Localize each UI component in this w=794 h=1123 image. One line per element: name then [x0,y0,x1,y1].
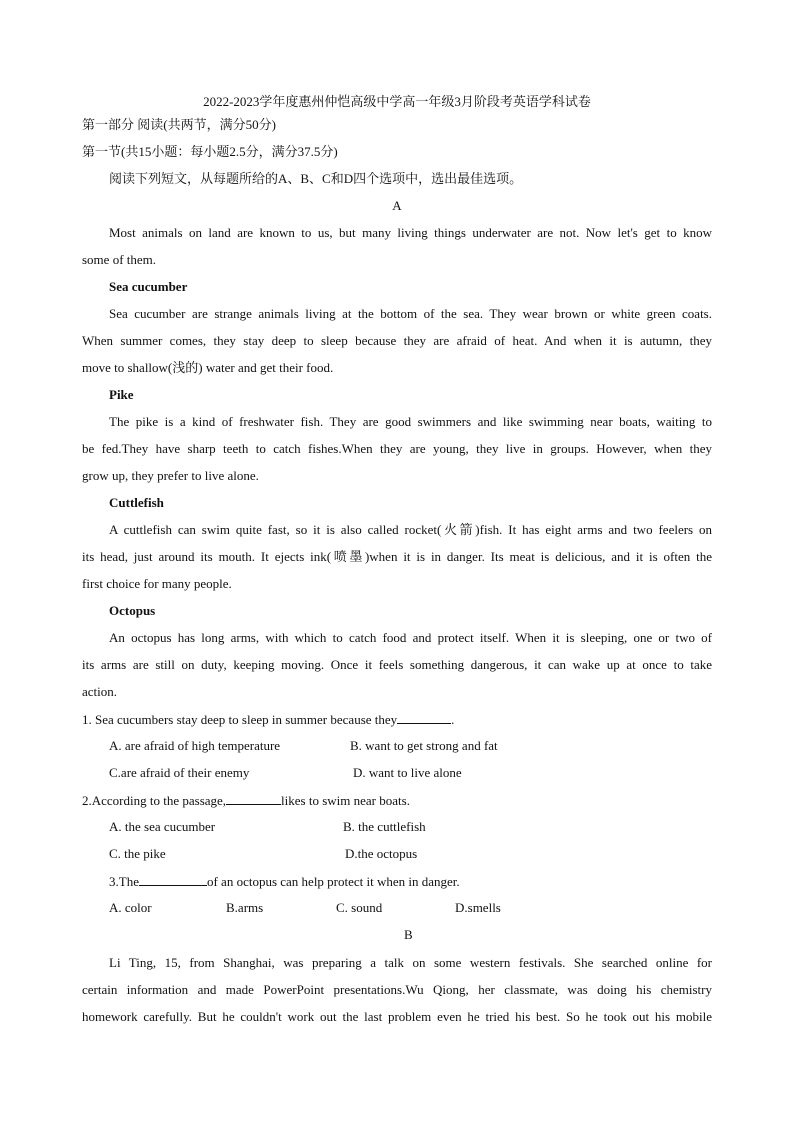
option-a: A. are afraid of high temperature [109,738,281,753]
answer-blank [226,792,281,805]
question-3-text: 3.The [109,874,139,889]
option-c: C. sound [336,900,383,915]
cuttlefish-line: A cuttlefish can swim quite fast, so it is also called rocket(火箭)fish. It has eight arms and two feelers on [109,522,712,537]
option-b: B. the cuttlefish [343,819,426,834]
cuttlefish-heading: Cuttlefish [109,495,164,510]
option-c: C.are afraid of their enemy [109,765,250,780]
octopus-line: An octopus has long arms, with which to catch food and protect itself. When it is sleeping, one or two of [109,630,712,645]
exam-title: 2022-2023学年度惠州仲恺高级中学高一年级3月阶段考英语学科试卷 [203,94,591,109]
question-3-end: of an octopus can help protect it when in danger. [206,874,460,889]
section-heading: 第一节(共15小题：每小题2.5分，满分37.5分) [82,144,338,159]
question-3-stem [109,873,460,890]
passage-a-intro-line: some of them. [82,252,157,267]
passage-a-label: A [392,198,402,213]
passage-b-label: B [404,927,413,942]
pike-line: be fed.They have sharp teeth to catch fishes.When they are young, they live in groups. However, when they [82,441,712,456]
instruction-text: 阅读下列短文，从每题所给的A、B、C和D四个选项中，选出最佳选项。 [109,171,523,186]
pike-line: The pike is a kind of freshwater fish. They are good swimmers and like swimming near boats, waiting to [109,414,712,429]
pike-line: grow up, they prefer to live alone. [82,468,259,483]
passage-b-line: Li Ting, 15, from Shanghai, was preparing a talk on some western festivals. She searched online for [109,955,712,970]
passage-b-line: certain information and made PowerPoint presentations.Wu Qiong, her classmate, was doing his chemistry [82,982,712,997]
option-b: B.arms [226,900,264,915]
cuttlefish-line: first choice for many people. [82,576,232,591]
question-1-text: 1. Sea cucumbers stay deep to sleep in summer because they [82,712,398,727]
octopus-line: action. [82,684,118,699]
passage-b-line: homework carefully. But he couldn't work out the last problem even he tried his best. So he took out his mobile [82,1009,712,1024]
question-1-stem [82,711,454,728]
question-1-end: . [451,712,455,727]
octopus-heading: Octopus [109,603,156,618]
octopus-line: its arms are still on duty, keeping moving. Once it feels something dangerous, it can wake up at once to take [82,657,712,672]
question-2-text: 2.According to the passage, [82,793,227,808]
answer-blank [397,711,451,724]
option-c: C. the pike [109,846,166,861]
part-heading: 第一部分 阅读(共两节，满分50分) [82,117,276,132]
cuttlefish-line: its head, just around its mouth. It ejects ink(喷墨)when it is in danger. Its meat is delicious, and it is often the [82,549,712,564]
pike-heading: Pike [109,387,134,402]
option-d: D. want to live alone [353,765,462,780]
question-2-end: likes to swim near boats. [281,793,410,808]
option-a: A. color [109,900,152,915]
option-d: D.smells [455,900,501,915]
question-2-stem [82,792,410,809]
sea-cucumber-line: move to shallow(浅的) water and get their food. [82,360,334,375]
option-b: B. want to get strong and fat [350,738,498,753]
option-d: D.the octopus [345,846,418,861]
sea-cucumber-line: When summer comes, they stay deep to sleep because they are afraid of heat. And when it is autumn, they [82,333,712,348]
passage-a-intro-line: Most animals on land are known to us, but many living things underwater are not. Now let's get to know [109,225,712,240]
answer-blank [139,873,207,886]
sea-cucumber-line: Sea cucumber are strange animals living at the bottom of the sea. They wear brown or white green coats. [109,306,712,321]
sea-cucumber-heading: Sea cucumber [109,279,188,294]
option-a: A. the sea cucumber [109,819,216,834]
